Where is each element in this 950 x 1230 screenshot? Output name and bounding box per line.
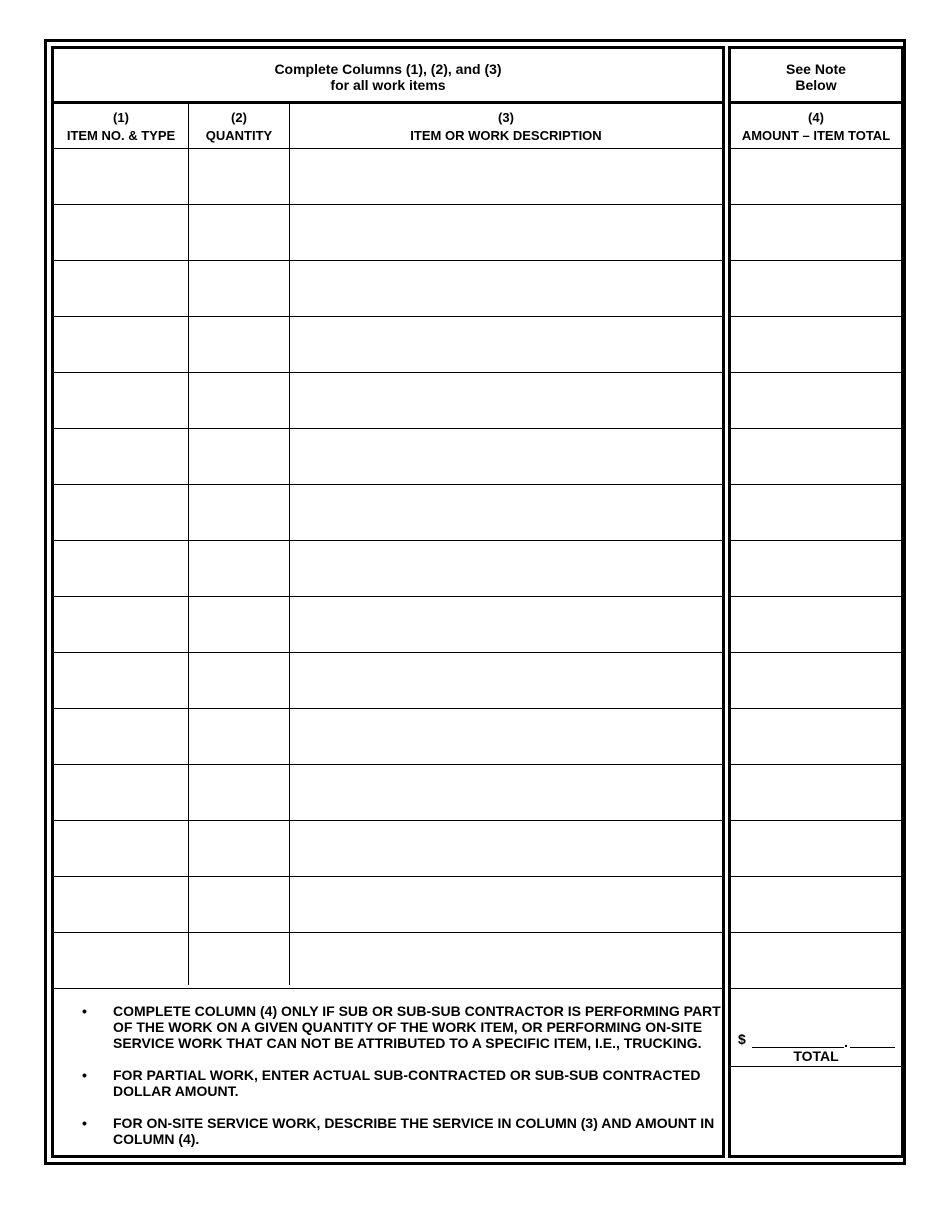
description-cell[interactable] <box>290 149 722 204</box>
quantity-cell[interactable] <box>189 541 289 596</box>
amount-cell[interactable] <box>731 597 901 652</box>
item-no-cell[interactable] <box>54 765 188 820</box>
col1-label: ITEM NO. & TYPE <box>66 128 176 143</box>
dollar-sign: $ <box>738 1031 746 1047</box>
note-text: COMPLETE COLUMN (4) ONLY IF SUB OR SUB-SUB CONTRACTOR IS PERFORMING PART OF THE WORK ON A GIVEN QUANTITY OF THE WORK ITEM, OR PERFORMING ON-SITE SERVICE WORK THAT CAN NOT BE ATTRIBUTED TO A SPECIFIC ITEM, I.E., TRUCKING. <box>113 1003 721 1051</box>
item-no-cell[interactable] <box>54 821 188 876</box>
decimal-point: . <box>844 1034 848 1050</box>
description-cell[interactable] <box>290 317 722 372</box>
col4-label: AMOUNT – ITEM TOTAL <box>741 128 891 143</box>
right-header <box>731 61 901 93</box>
note-text: FOR PARTIAL WORK, ENTER ACTUAL SUB-CONTRACTED OR SUB-SUB CONTRACTED DOLLAR AMOUNT. <box>113 1067 701 1099</box>
bullet-icon: • <box>82 1067 87 1083</box>
note-text: FOR ON-SITE SERVICE WORK, DESCRIBE THE SERVICE IN COLUMN (3) AND AMOUNT IN COLUMN (4). <box>113 1115 715 1147</box>
left-header-line1: Complete Columns (1), (2), and (3) <box>274 61 502 77</box>
item-no-cell[interactable] <box>54 709 188 764</box>
amount-cell[interactable] <box>731 205 901 260</box>
item-no-cell[interactable] <box>54 485 188 540</box>
item-no-cell[interactable] <box>54 373 188 428</box>
row-divider <box>731 988 901 989</box>
col3-number: (3) <box>498 110 514 125</box>
bullet-icon: • <box>82 1003 87 1019</box>
description-cell[interactable] <box>290 653 722 708</box>
item-no-cell[interactable] <box>54 429 188 484</box>
col1-number: (1) <box>113 110 129 125</box>
quantity-cell[interactable] <box>189 821 289 876</box>
right-header-line1: See Note <box>786 61 846 77</box>
amount-cell[interactable] <box>731 933 901 988</box>
amount-cell[interactable] <box>731 541 901 596</box>
description-cell[interactable] <box>290 373 722 428</box>
amount-cell[interactable] <box>731 261 901 316</box>
note-item <box>82 1067 732 1099</box>
left-panel <box>51 46 725 1158</box>
description-cell[interactable] <box>290 877 722 932</box>
right-panel <box>728 46 904 1158</box>
description-cell[interactable] <box>290 541 722 596</box>
header-divider <box>54 101 722 104</box>
quantity-cell[interactable] <box>189 653 289 708</box>
quantity-cell[interactable] <box>189 709 289 764</box>
quantity-cell[interactable] <box>189 149 289 204</box>
amount-cell[interactable] <box>731 765 901 820</box>
amount-cell[interactable] <box>731 149 901 204</box>
col2-label: QUANTITY <box>205 128 273 143</box>
col4-number: (4) <box>808 110 824 125</box>
quantity-cell[interactable] <box>189 373 289 428</box>
quantity-cell[interactable] <box>189 933 289 988</box>
description-cell[interactable] <box>290 485 722 540</box>
col2-number: (2) <box>231 110 247 125</box>
quantity-cell[interactable] <box>189 877 289 932</box>
quantity-cell[interactable] <box>189 597 289 652</box>
item-no-cell[interactable] <box>54 149 188 204</box>
quantity-cell[interactable] <box>189 317 289 372</box>
quantity-cell[interactable] <box>189 429 289 484</box>
description-cell[interactable] <box>290 205 722 260</box>
amount-cell[interactable] <box>731 485 901 540</box>
item-no-cell[interactable] <box>54 261 188 316</box>
notes-list <box>82 1003 732 1163</box>
item-no-cell[interactable] <box>54 317 188 372</box>
col3-header <box>290 109 722 145</box>
col3-label: ITEM OR WORK DESCRIPTION <box>410 128 602 143</box>
amount-cell[interactable] <box>731 821 901 876</box>
item-no-cell[interactable] <box>54 877 188 932</box>
description-cell[interactable] <box>290 261 722 316</box>
item-no-cell[interactable] <box>54 653 188 708</box>
item-no-cell[interactable] <box>54 205 188 260</box>
left-header <box>54 61 722 93</box>
amount-cell[interactable] <box>731 877 901 932</box>
bullet-icon: • <box>82 1115 87 1131</box>
description-cell[interactable] <box>290 765 722 820</box>
item-no-cell[interactable] <box>54 541 188 596</box>
col4-header <box>731 109 901 145</box>
quantity-cell[interactable] <box>189 205 289 260</box>
header-divider <box>731 101 901 104</box>
item-no-cell[interactable] <box>54 597 188 652</box>
note-item <box>82 1003 732 1051</box>
amount-cell[interactable] <box>731 709 901 764</box>
description-cell[interactable] <box>290 709 722 764</box>
description-cell[interactable] <box>290 597 722 652</box>
amount-cell[interactable] <box>731 373 901 428</box>
total-label: TOTAL <box>793 1048 839 1064</box>
col2-header <box>189 109 289 145</box>
item-no-cell[interactable] <box>54 933 188 988</box>
quantity-cell[interactable] <box>189 765 289 820</box>
description-cell[interactable] <box>290 429 722 484</box>
row-divider <box>54 988 722 989</box>
quantity-cell[interactable] <box>189 261 289 316</box>
description-cell[interactable] <box>290 821 722 876</box>
amount-cell[interactable] <box>731 429 901 484</box>
amount-cell[interactable] <box>731 317 901 372</box>
left-header-line2: for all work items <box>330 77 446 93</box>
right-header-line2: Below <box>795 77 837 93</box>
form-frame <box>44 39 906 1165</box>
total-divider <box>731 1066 901 1067</box>
note-item <box>82 1115 732 1147</box>
description-cell[interactable] <box>290 933 722 988</box>
quantity-cell[interactable] <box>189 485 289 540</box>
col1-header <box>54 109 188 145</box>
amount-cell[interactable] <box>731 653 901 708</box>
